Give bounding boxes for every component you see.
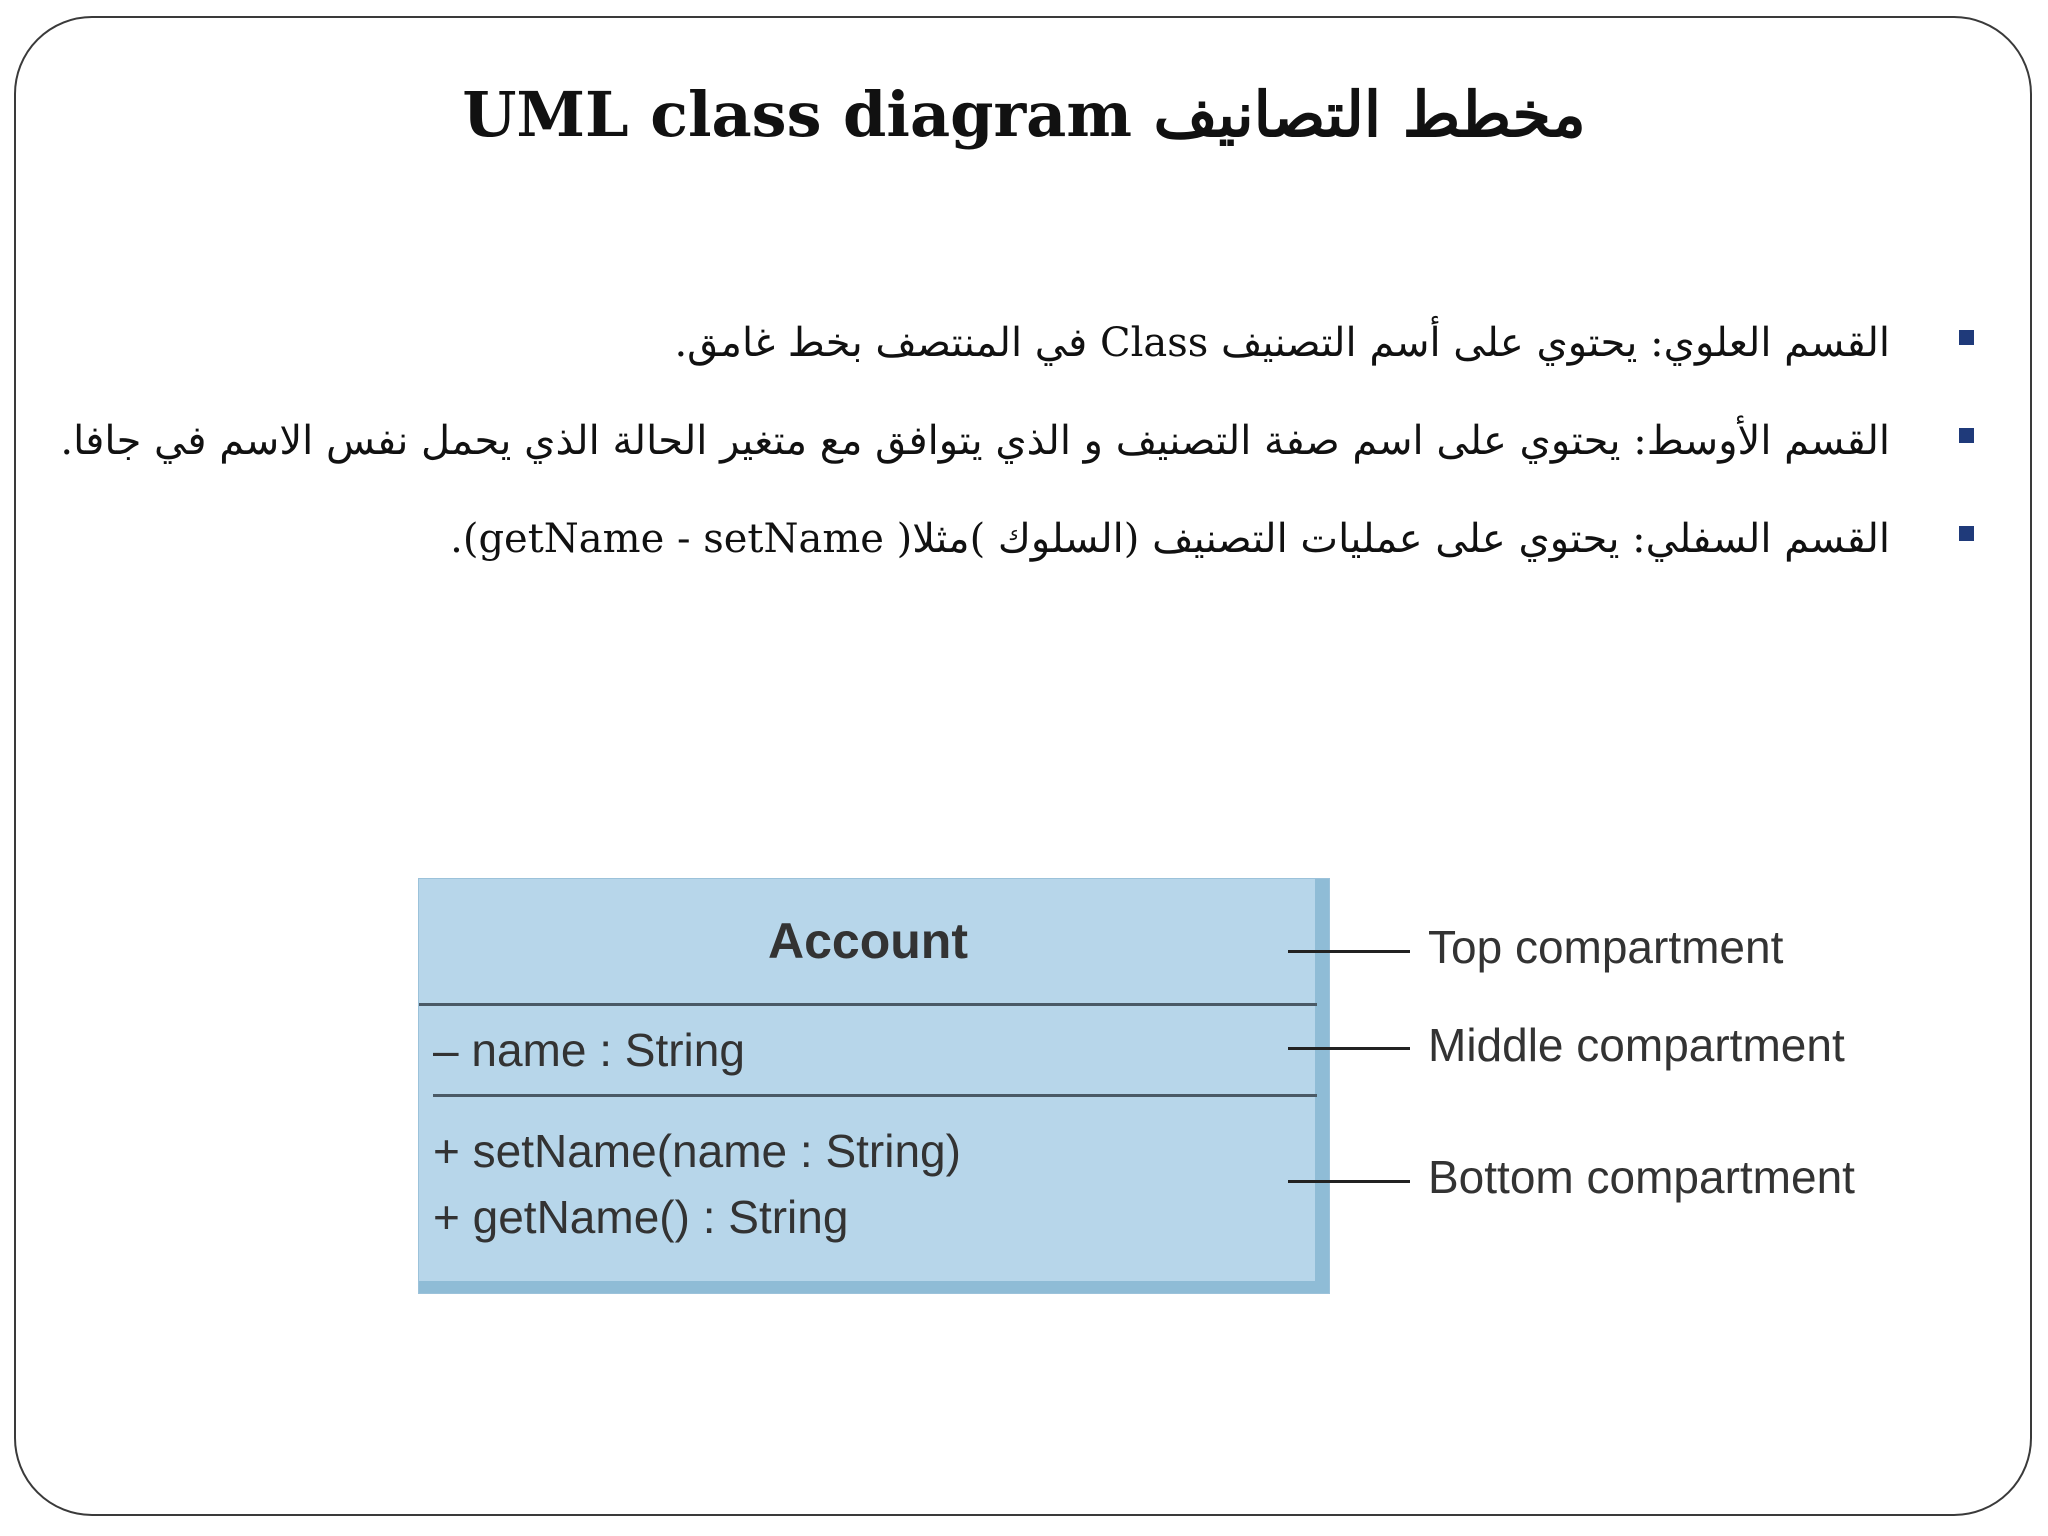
- middle-compartment-label: Middle compartment: [1428, 1019, 1845, 1071]
- bullet-item-top: [56, 300, 1986, 386]
- uml-attribute: – name : String: [433, 1024, 745, 1076]
- bottom-compartment-label: Bottom compartment: [1428, 1151, 1855, 1203]
- uml-operation: + setName(name : String): [433, 1125, 961, 1177]
- square-bullet-icon: [1959, 428, 1974, 443]
- bullet-list: [56, 300, 1986, 594]
- bullet-text: القسم العلوي: يحتوي على أسم التصنيف Class في المنتصف بخط غامق.: [674, 320, 1890, 366]
- slide-title: مخطط التصانيف UML class diagram: [462, 78, 1586, 151]
- bottom-callout-line: [1288, 1180, 1410, 1183]
- square-bullet-icon: [1959, 330, 1974, 345]
- uml-top-compartment: [419, 879, 1317, 1006]
- uml-middle-compartment: [433, 1006, 1317, 1097]
- top-compartment-label: Top compartment: [1428, 921, 1784, 973]
- uml-bottom-compartment: [433, 1099, 1317, 1269]
- bullet-text: القسم السفلي: يحتوي على عمليات التصنيف (السلوك )مثلا( getName - setName).: [450, 516, 1890, 562]
- uml-class-box: [418, 878, 1330, 1294]
- bullet-item-middle: [56, 398, 1986, 484]
- square-bullet-icon: [1959, 526, 1974, 541]
- top-callout-line: [1288, 950, 1410, 953]
- uml-operation: + getName() : String: [433, 1191, 849, 1243]
- middle-callout-line: [1288, 1047, 1410, 1050]
- bullet-text: القسم الأوسط: يحتوي على اسم صفة التصنيف و الذي يتوافق مع متغير الحالة الذي يحمل نفس الاسم في جافا.: [60, 418, 1890, 464]
- bullet-item-bottom: [56, 496, 1986, 582]
- uml-class-name: Account: [768, 913, 968, 969]
